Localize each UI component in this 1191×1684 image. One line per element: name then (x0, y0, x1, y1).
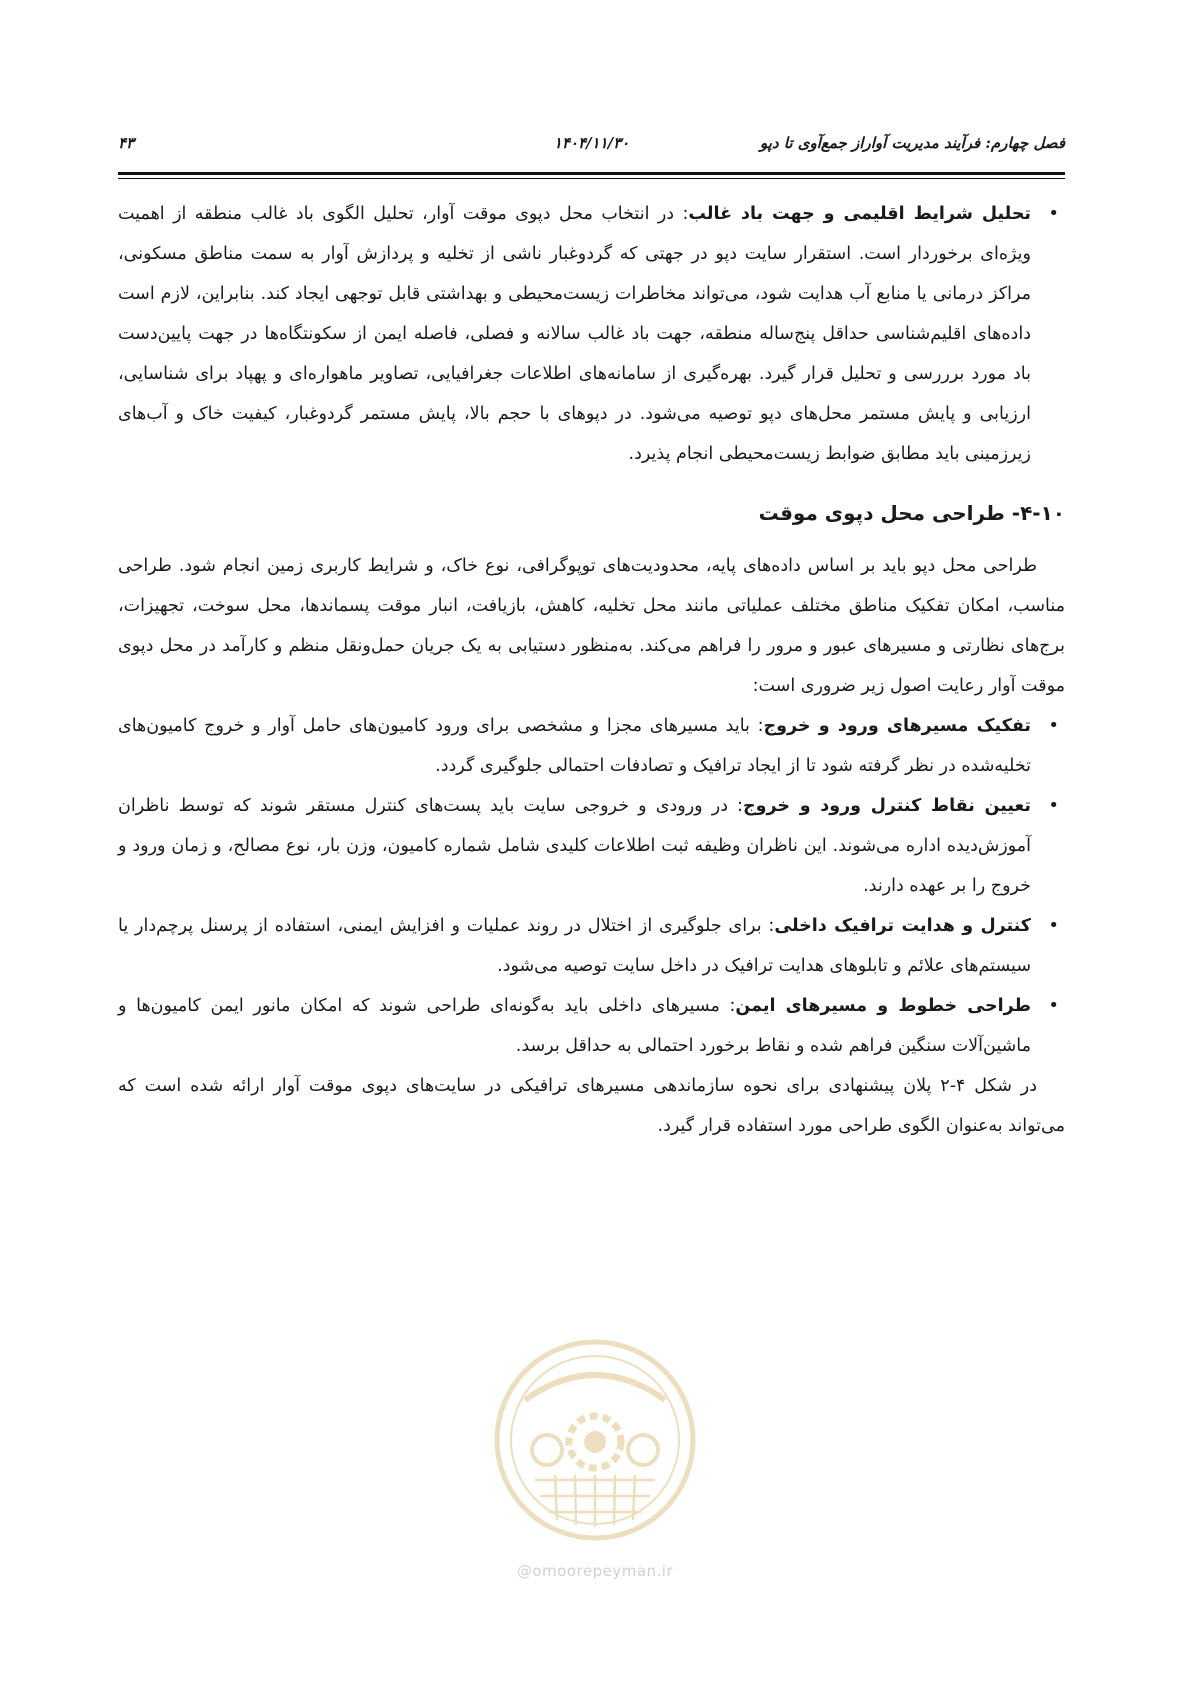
page-body (118, 194, 1065, 1146)
bullet-title: طراحی خطوط و مسیرهای ایمن (735, 996, 1031, 1016)
page-number: ۴۳ (118, 134, 135, 152)
section-closing: در شکل ۴-۲ پلان پیشنهادی برای نحوه سازماندهی مسیرهای ترافیکی در سایت‌های دپوی موقت آوار ارائه شده است که می‌تواند به‌عنوان الگوی طراحی مورد استفاده قرار گیرد. (118, 1076, 1065, 1136)
section-intro: طراحی محل دپو باید بر اساس داده‌های پایه، محدودیت‌های توپوگرافی، نوع خاک، و شرایط کاربری زمین انجام شود. طراحی مناسب، امکان تفکیک مناطق مختلف عملیاتی مانند محل تخلیه، کاهش، بازیافت، انبار موقت پسماندها، محل سوخت، تجهیزات، برج‌های نظارتی و مسیرهای عبور و مرور را فراهم می‌کند. به‌منظور دستیابی به یک جریان حمل‌ونقل منظم و کارآمد در محل دپوی موقت آوار رعایت اصول زیر ضروری است: (118, 556, 1065, 696)
bullet-title: کنترل و هدایت ترافیک داخلی (774, 916, 1031, 936)
watermark (485, 1330, 705, 1610)
bullet-title: تحلیل شرایط اقلیمی و جهت باد غالب (688, 204, 1032, 224)
bullet-text: : برای جلوگیری از اختلال در روند عملیات و افزایش ایمنی، استفاده از پرسنل پرچم‌دار یا سیستم‌های علائم و تابلوهای هدایت ترافیک در داخل سایت توصیه می‌شود. (118, 916, 1031, 976)
list-item (118, 194, 1065, 474)
header-date: ۱۴۰۴/۱۱/۳۰ (553, 134, 630, 152)
bullet-text: : در انتخاب محل دپوی موقت آوار، تحلیل الگوی باد غالب منطقه از اهمیت ویژه‌ای برخوردار است. استقرار سایت دپو در جهتی که گردوغبار ناشی از تخلیه و پردازش آوار به سمت مناطق مسکونی، مراکز درمانی یا منابع آب هدایت شود، می‌تواند مخاطرات زیست‌محیطی و بهداشتی قابل توجهی ایجاد کند. بنابراین، لازم است داده‌های اقلیم‌شناسی حداقل پنج‌ساله منطقه، جهت باد غالب سالانه و فصلی، فاصله ایمن از سکونتگاه‌ها در جهت پایین‌دست باد مورد برررسی و تحلیل قرار گیرد. بهره‌گیری از سامانه‌های اطلاعات جغرافیایی، تصاویر ماهواره‌ای و پهپاد برای شناسایی، ارزیابی و پایش مستمر محل‌های دپو توصیه می‌شود. در دپوهای با حجم بالا، پایش مستمر گردوغبار، کیفیت خاک و آب‌های زیرزمینی باید مطابق ضوابط زیست‌محیطی انجام پذیرد. (118, 204, 1031, 464)
logo-seal-icon (485, 1330, 705, 1555)
bullet-title: تعیین نقاط کنترل ورود و خروج (743, 796, 1031, 816)
header-rule-thick (118, 172, 1065, 175)
section-heading: ۴-۱۰- طراحی محل دپوی موقت (758, 501, 1065, 525)
bullet-text: : باید مسیرهای مجزا و مشخصی برای ورود کامیون‌های حامل آوار و خروج کامیون‌های تخلیه‌شده در نظر گرفته شود تا از ایجاد ترافیک و تصادفات احتمالی جلوگیری گردد. (118, 716, 1031, 776)
list-item (118, 786, 1065, 906)
page-header (118, 128, 1065, 162)
bullet-title: تفکیک مسیرهای ورود و خروج (763, 716, 1031, 736)
list-item (118, 706, 1065, 786)
chapter-title: فصل چهارم: فرآیند مدیریت آواراز جمع‌آوی تا دپو (759, 134, 1065, 152)
list-item (118, 906, 1065, 986)
watermark-url: @omoorepeyman.ir (516, 1562, 674, 1580)
climate-bullet-list (118, 194, 1065, 474)
list-item (118, 986, 1065, 1066)
bullet-text: : مسیرهای داخلی باید به‌گونه‌ای طراحی شوند که امکان مانور ایمن کامیون‌ها و ماشین‌آلات سنگین فراهم شده و نقاط برخورد احتمالی به حداقل برسد. (118, 996, 1031, 1056)
bullet-text: : در ورودی و خروجی سایت باید پست‌های کنترل مستقر شوند که توسط ناظران آموزش‌دیده اداره می‌شوند. این ناظران وظیفه ثبت اطلاعات کلیدی شامل شماره کامیون، وزن بار، نوع مصالح، و زمان ورود و خروج را بر عهده دارند. (118, 796, 1031, 896)
header-rule-thin (118, 178, 1065, 179)
principles-list (118, 706, 1065, 1066)
